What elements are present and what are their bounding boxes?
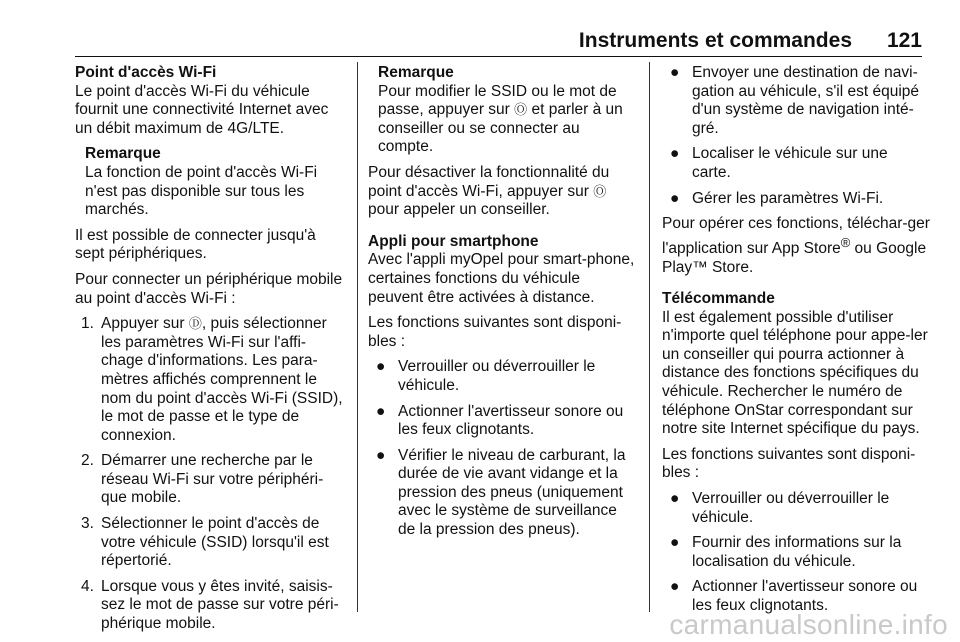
note-box: [378, 64, 638, 157]
bullet-text: Verrouiller ou déverrouiller le véhicule.: [692, 490, 890, 526]
bullet: ●: [670, 64, 680, 81]
step-number: 1.: [81, 315, 94, 333]
list-item: [662, 490, 930, 527]
text-part: Pour opérer ces fonctions, téléchar-ger l'application sur App Store: [662, 215, 930, 257]
paragraph: Il est également possible d'utiliser n'importe quel téléphone pour appe-ler un conseiller qui pourra actionner à distance des fonctions spécifiques du véhicule. Rechercher le numéro de téléphone OnStar correspondant sur notre site Internet spécifique du pays.: [662, 308, 928, 438]
page-header: [75, 28, 922, 54]
list-item: [662, 190, 930, 209]
column-2: [368, 64, 638, 547]
list-item: [81, 515, 347, 571]
bullet: ●: [376, 358, 386, 376]
paragraph: Le point d'accès Wi-Fi du véhicule fournit une connectivité Internet avec un débit maximum de 4G/LTE.: [75, 82, 329, 137]
bullet-text: Gérer les paramètres Wi-Fi.: [692, 189, 884, 207]
column-3: [662, 64, 930, 623]
bullet: ●: [376, 446, 386, 464]
bullet: ●: [670, 534, 680, 552]
bullet-text: Vérifier le niveau de carburant, la durée de vie avant vidange et la pression des pneus (uniquement avec le système de surveillance de la pression des pneus).: [398, 446, 626, 539]
column-divider: [649, 62, 650, 612]
list-item: [662, 145, 930, 182]
step-text: Appuyer sur: [101, 315, 189, 333]
note-text: [378, 83, 638, 157]
list-item: [368, 358, 638, 395]
bullet-list: [662, 490, 930, 616]
paragraph: Pour connecter un périphérique mobile au point d'accès Wi-Fi :: [75, 270, 343, 307]
registered-mark: ®: [840, 234, 851, 250]
paragraph: Les fonctions suivantes sont disponi-bles :: [662, 445, 916, 482]
paragraph: [662, 215, 930, 277]
bullet: ●: [670, 145, 680, 163]
step-text: Démarrer une recherche par le réseau Wi-Fi sur votre périphéri-que mobile.: [101, 452, 324, 507]
text-part: Pour désactiver la fonctionnalité du point d'accès Wi-Fi, appuyer sur: [368, 163, 610, 200]
list-item: [81, 577, 347, 634]
paragraph: [368, 164, 638, 220]
list-item: [662, 534, 930, 571]
bullet-text: Actionner l'avertisseur sonore ou les feux clignotants.: [692, 578, 918, 614]
note-text: La fonction de point d'accès Wi-Fi n'est pas disponible sur tous les marchés.: [85, 163, 318, 219]
bullet: ●: [670, 189, 680, 207]
onstar-button-icon: Ⓞ: [514, 102, 528, 118]
step-text: , puis sélectionner les paramètres Wi-Fi sur l'affi-chage d'informations. Les para-mètres affichés comprennent le nom du point d'accès Wi-Fi (SSID), le mot de passe et le type de connexion.: [101, 315, 343, 444]
step-number: 3.: [81, 515, 94, 533]
bullet-list: [368, 358, 638, 539]
text-part: pour appeler un conseiller.: [368, 201, 550, 219]
paragraph: Les fonctions suivantes sont disponi-bles :: [368, 314, 622, 350]
column-divider: [357, 62, 358, 612]
watermark: carmanualsonline.info: [669, 609, 948, 640]
heading-remote-control: Télécommande: [662, 290, 775, 308]
text-part: ou Google Play™ Store.: [662, 239, 927, 276]
note-text-part: et parler à un conseiller ou se connecter au compte.: [378, 101, 623, 156]
bullet: ●: [670, 490, 680, 508]
bullet-text: Fournir des informations sur la localisation du véhicule.: [692, 534, 902, 570]
paragraph: Il est possible de connecter jusqu'à sept périphériques.: [75, 226, 316, 263]
list-item: [81, 315, 347, 445]
phone-key-icon: Ⓓ: [188, 316, 202, 332]
step-number: 4.: [81, 577, 94, 595]
bullet-text: Localiser le véhicule sur une carte.: [692, 145, 888, 181]
step-text: Lorsque vous y êtes invité, saisis-sez le mot de passe sur votre péri-phérique mobile.: [101, 577, 339, 633]
heading-wifi-hotspot: Point d'accès Wi-Fi: [75, 64, 217, 81]
paragraph: Avec l'appli myOpel pour smart-phone, certaines fonctions du véhicule peuvent être activées à distance.: [368, 251, 635, 306]
note-title: Remarque: [378, 64, 454, 81]
note-box: [85, 145, 347, 219]
bullet-list: [662, 64, 930, 208]
list-item: [368, 403, 638, 440]
page-number: 121: [886, 29, 922, 52]
header-rule: [75, 56, 922, 57]
list-item: [662, 64, 930, 138]
list-item: [368, 447, 638, 540]
step-text: Sélectionner le point d'accès de votre véhicule (SSID) lorsqu'il est répertorié.: [101, 515, 329, 570]
column-1: [75, 64, 347, 641]
list-item: [81, 452, 347, 508]
note-title: Remarque: [85, 145, 161, 163]
step-number: 2.: [81, 452, 94, 470]
section-title: Instruments et commandes: [578, 29, 852, 52]
bullet-text: Verrouiller ou déverrouiller le véhicule.: [398, 358, 596, 394]
steps-list: [81, 315, 347, 634]
bullet: ●: [376, 402, 386, 420]
bullet-text: Envoyer une destination de navi-gation au véhicule, s'il est équipé d'un système de navigation inté-gré.: [692, 64, 919, 137]
bullet-text: Actionner l'avertisseur sonore ou les feux clignotants.: [398, 402, 624, 439]
onstar-button-icon: Ⓞ: [593, 183, 607, 199]
note-text-part: Pour modifier le SSID ou le mot de passe, appuyer sur: [378, 82, 617, 119]
heading-smartphone-app: Appli pour smartphone: [368, 232, 539, 250]
bullet: ●: [670, 578, 680, 596]
